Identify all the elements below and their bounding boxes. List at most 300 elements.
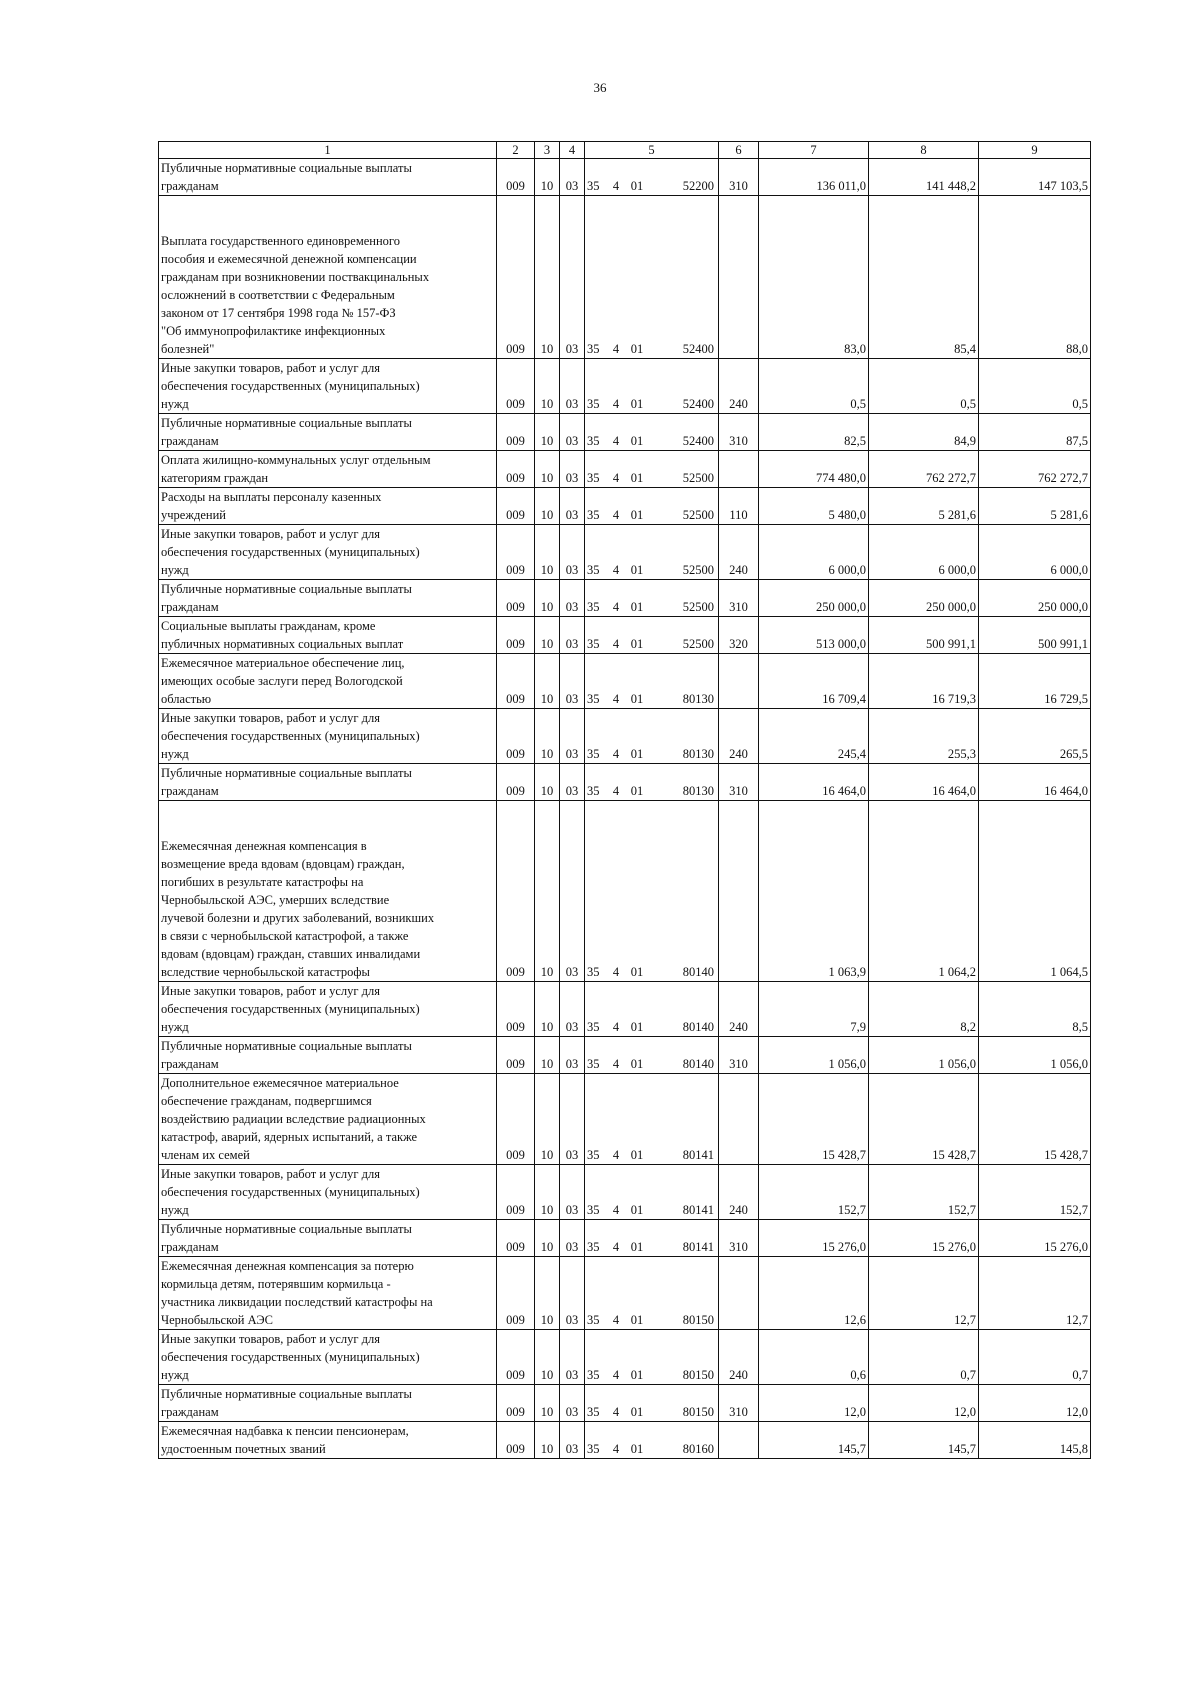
expense-type-code: 240 bbox=[719, 709, 759, 764]
target-article-part: 01 bbox=[630, 1020, 644, 1034]
ministry-code: 009 bbox=[497, 525, 535, 580]
amount-year-3: 15 276,0 bbox=[979, 1220, 1091, 1257]
ministry-code: 009 bbox=[497, 801, 535, 982]
expense-type-code bbox=[719, 654, 759, 709]
target-article-part: 4 bbox=[612, 342, 620, 356]
target-article-part: 01 bbox=[630, 179, 644, 193]
table-header-row bbox=[159, 142, 1091, 159]
amount-year-1: 513 000,0 bbox=[759, 617, 869, 654]
table-row bbox=[159, 801, 1091, 982]
target-article-part: 01 bbox=[630, 692, 644, 706]
table-row bbox=[159, 488, 1091, 525]
target-article-code bbox=[585, 1330, 719, 1385]
ministry-code: 009 bbox=[497, 451, 535, 488]
amount-year-3: 1 056,0 bbox=[979, 1037, 1091, 1074]
expense-description: Ежемесячная денежная компенсация в возмещение вреда вдовам (вдовцам) граждан, погибших в результате катастрофы на Чернобыльской АЭС, умерших вследствие лучевой болезни и других заболеваний, возникших в связи с чернобыльской катастрофой, а также вдовам (вдовцам) граждан, ставших инвалидами вследствие чернобыльской катастрофы bbox=[159, 801, 497, 982]
target-article-part: 80141 bbox=[682, 1203, 714, 1217]
expense-type-code: 110 bbox=[719, 488, 759, 525]
expense-type-code: 310 bbox=[719, 159, 759, 196]
target-article-part: 01 bbox=[630, 747, 644, 761]
target-article-code bbox=[585, 159, 719, 196]
expense-description: Расходы на выплаты персоналу казенных учреждений bbox=[159, 488, 497, 525]
section-code: 10 bbox=[535, 1257, 560, 1330]
amount-year-3: 1 064,5 bbox=[979, 801, 1091, 982]
section-code: 10 bbox=[535, 451, 560, 488]
target-article-part: 35 bbox=[587, 179, 600, 193]
amount-year-1: 15 428,7 bbox=[759, 1074, 869, 1165]
expense-description: Оплата жилищно-коммунальных услуг отдельным категориям граждан bbox=[159, 451, 497, 488]
target-article-part: 80130 bbox=[682, 747, 714, 761]
expense-type-code bbox=[719, 1422, 759, 1459]
target-article-part: 35 bbox=[587, 1148, 600, 1162]
amount-year-1: 0,6 bbox=[759, 1330, 869, 1385]
target-article-part: 01 bbox=[630, 471, 644, 485]
amount-year-2: 12,7 bbox=[869, 1257, 979, 1330]
subsection-code: 03 bbox=[560, 159, 585, 196]
target-article-part: 4 bbox=[612, 508, 620, 522]
amount-year-2: 762 272,7 bbox=[869, 451, 979, 488]
target-article-code bbox=[585, 1257, 719, 1330]
target-article-part: 52400 bbox=[682, 342, 714, 356]
amount-year-1: 7,9 bbox=[759, 982, 869, 1037]
table-row bbox=[159, 1422, 1091, 1459]
subsection-code: 03 bbox=[560, 1165, 585, 1220]
amount-year-3: 5 281,6 bbox=[979, 488, 1091, 525]
column-header: 4 bbox=[560, 142, 585, 159]
target-article-part: 35 bbox=[587, 342, 600, 356]
expense-type-code: 310 bbox=[719, 1037, 759, 1074]
section-code: 10 bbox=[535, 1165, 560, 1220]
expense-description: Дополнительное ежемесячное материальное обеспечение гражданам, подвергшимся воздействию радиации вследствие радиационных катастроф, аварий, ядерных испытаний, а также членам их семей bbox=[159, 1074, 497, 1165]
expense-description: Социальные выплаты гражданам, кроме публичных нормативных социальных выплат bbox=[159, 617, 497, 654]
expense-type-code: 240 bbox=[719, 1165, 759, 1220]
amount-year-2: 15 428,7 bbox=[869, 1074, 979, 1165]
column-header: 7 bbox=[759, 142, 869, 159]
ministry-code: 009 bbox=[497, 709, 535, 764]
target-article-part: 01 bbox=[630, 784, 644, 798]
section-code: 10 bbox=[535, 1037, 560, 1074]
subsection-code: 03 bbox=[560, 1422, 585, 1459]
subsection-code: 03 bbox=[560, 709, 585, 764]
target-article-code bbox=[585, 451, 719, 488]
section-code: 10 bbox=[535, 414, 560, 451]
subsection-code: 03 bbox=[560, 617, 585, 654]
target-article-part: 35 bbox=[587, 471, 600, 485]
expense-type-code: 240 bbox=[719, 359, 759, 414]
target-article-part: 35 bbox=[587, 747, 600, 761]
expense-description: Иные закупки товаров, работ и услуг для обеспечения государственных (муниципальных) нужд bbox=[159, 1330, 497, 1385]
amount-year-2: 85,4 bbox=[869, 196, 979, 359]
target-article-part: 35 bbox=[587, 600, 600, 614]
subsection-code: 03 bbox=[560, 196, 585, 359]
expense-type-code: 320 bbox=[719, 617, 759, 654]
table-row bbox=[159, 1165, 1091, 1220]
expense-type-code bbox=[719, 451, 759, 488]
amount-year-2: 141 448,2 bbox=[869, 159, 979, 196]
amount-year-3: 16 464,0 bbox=[979, 764, 1091, 801]
target-article-part: 01 bbox=[630, 397, 644, 411]
target-article-part: 4 bbox=[612, 1057, 620, 1071]
ministry-code: 009 bbox=[497, 488, 535, 525]
target-article-code bbox=[585, 617, 719, 654]
target-article-part: 80140 bbox=[682, 1020, 714, 1034]
target-article-part: 4 bbox=[612, 600, 620, 614]
section-code: 10 bbox=[535, 764, 560, 801]
target-article-part: 35 bbox=[587, 563, 600, 577]
target-article-part: 80141 bbox=[682, 1240, 714, 1254]
ministry-code: 009 bbox=[497, 764, 535, 801]
amount-year-3: 500 991,1 bbox=[979, 617, 1091, 654]
amount-year-3: 12,0 bbox=[979, 1385, 1091, 1422]
ministry-code: 009 bbox=[497, 617, 535, 654]
section-code: 10 bbox=[535, 801, 560, 982]
table-row bbox=[159, 1257, 1091, 1330]
expense-description: Выплата государственного единовременного пособия и ежемесячной денежной компенсации гражданам при возникновении поствакцинальных осложнений в соответствии с Федеральным законом от 17 сентября 1998 года № 157-ФЗ "Об иммунопрофилактике инфекционных болезней" bbox=[159, 196, 497, 359]
amount-year-3: 88,0 bbox=[979, 196, 1091, 359]
target-article-part: 80141 bbox=[682, 1148, 714, 1162]
amount-year-2: 152,7 bbox=[869, 1165, 979, 1220]
amount-year-3: 12,7 bbox=[979, 1257, 1091, 1330]
expense-type-code: 310 bbox=[719, 1220, 759, 1257]
section-code: 10 bbox=[535, 196, 560, 359]
amount-year-1: 1 056,0 bbox=[759, 1037, 869, 1074]
section-code: 10 bbox=[535, 359, 560, 414]
column-header: 3 bbox=[535, 142, 560, 159]
target-article-part: 01 bbox=[630, 1240, 644, 1254]
expense-description: Ежемесячная надбавка к пенсии пенсионерам, удостоенным почетных званий bbox=[159, 1422, 497, 1459]
amount-year-3: 762 272,7 bbox=[979, 451, 1091, 488]
target-article-part: 01 bbox=[630, 1148, 644, 1162]
target-article-part: 80150 bbox=[682, 1368, 714, 1382]
expense-description: Публичные нормативные социальные выплаты гражданам bbox=[159, 1385, 497, 1422]
target-article-part: 80160 bbox=[682, 1442, 714, 1456]
amount-year-1: 152,7 bbox=[759, 1165, 869, 1220]
expense-type-code: 240 bbox=[719, 982, 759, 1037]
table-row bbox=[159, 159, 1091, 196]
target-article-code bbox=[585, 1422, 719, 1459]
table-row bbox=[159, 414, 1091, 451]
section-code: 10 bbox=[535, 1422, 560, 1459]
ministry-code: 009 bbox=[497, 1257, 535, 1330]
target-article-part: 35 bbox=[587, 637, 600, 651]
target-article-part: 4 bbox=[612, 179, 620, 193]
column-header: 9 bbox=[979, 142, 1091, 159]
amount-year-3: 0,5 bbox=[979, 359, 1091, 414]
amount-year-1: 145,7 bbox=[759, 1422, 869, 1459]
target-article-code bbox=[585, 764, 719, 801]
target-article-part: 35 bbox=[587, 1368, 600, 1382]
target-article-code bbox=[585, 709, 719, 764]
amount-year-3: 145,8 bbox=[979, 1422, 1091, 1459]
table-row bbox=[159, 1074, 1091, 1165]
section-code: 10 bbox=[535, 709, 560, 764]
target-article-part: 01 bbox=[630, 600, 644, 614]
budget-table bbox=[158, 141, 1091, 1459]
section-code: 10 bbox=[535, 982, 560, 1037]
target-article-part: 4 bbox=[612, 1148, 620, 1162]
expense-type-code bbox=[719, 1257, 759, 1330]
amount-year-3: 147 103,5 bbox=[979, 159, 1091, 196]
amount-year-3: 6 000,0 bbox=[979, 525, 1091, 580]
column-header: 6 bbox=[719, 142, 759, 159]
target-article-code bbox=[585, 580, 719, 617]
target-article-part: 52500 bbox=[682, 637, 714, 651]
target-article-part: 4 bbox=[612, 1442, 620, 1456]
amount-year-1: 136 011,0 bbox=[759, 159, 869, 196]
table-row bbox=[159, 359, 1091, 414]
expense-description: Публичные нормативные социальные выплаты гражданам bbox=[159, 1220, 497, 1257]
expense-type-code: 240 bbox=[719, 525, 759, 580]
subsection-code: 03 bbox=[560, 1330, 585, 1385]
subsection-code: 03 bbox=[560, 580, 585, 617]
expense-description: Публичные нормативные социальные выплаты гражданам bbox=[159, 1037, 497, 1074]
target-article-part: 35 bbox=[587, 1020, 600, 1034]
ministry-code: 009 bbox=[497, 982, 535, 1037]
target-article-code bbox=[585, 359, 719, 414]
target-article-part: 52400 bbox=[682, 434, 714, 448]
target-article-part: 35 bbox=[587, 692, 600, 706]
amount-year-3: 152,7 bbox=[979, 1165, 1091, 1220]
amount-year-2: 0,5 bbox=[869, 359, 979, 414]
expense-type-code: 310 bbox=[719, 1385, 759, 1422]
amount-year-1: 16 464,0 bbox=[759, 764, 869, 801]
table-row bbox=[159, 1330, 1091, 1385]
target-article-part: 4 bbox=[612, 1405, 620, 1419]
target-article-code bbox=[585, 654, 719, 709]
amount-year-2: 12,0 bbox=[869, 1385, 979, 1422]
amount-year-3: 265,5 bbox=[979, 709, 1091, 764]
expense-description: Ежемесячное материальное обеспечение лиц, имеющих особые заслуги перед Вологодской областью bbox=[159, 654, 497, 709]
target-article-part: 4 bbox=[612, 1368, 620, 1382]
section-code: 10 bbox=[535, 1385, 560, 1422]
expense-description: Иные закупки товаров, работ и услуг для обеспечения государственных (муниципальных) нужд bbox=[159, 359, 497, 414]
target-article-part: 35 bbox=[587, 1313, 600, 1327]
expense-description: Иные закупки товаров, работ и услуг для обеспечения государственных (муниципальных) нужд bbox=[159, 525, 497, 580]
section-code: 10 bbox=[535, 654, 560, 709]
amount-year-1: 5 480,0 bbox=[759, 488, 869, 525]
target-article-part: 35 bbox=[587, 434, 600, 448]
subsection-code: 03 bbox=[560, 982, 585, 1037]
target-article-part: 4 bbox=[612, 434, 620, 448]
target-article-part: 01 bbox=[630, 1203, 644, 1217]
subsection-code: 03 bbox=[560, 488, 585, 525]
table-row bbox=[159, 764, 1091, 801]
table-row bbox=[159, 654, 1091, 709]
table-row bbox=[159, 1220, 1091, 1257]
expense-description: Публичные нормативные социальные выплаты гражданам bbox=[159, 414, 497, 451]
target-article-code bbox=[585, 1385, 719, 1422]
target-article-code bbox=[585, 525, 719, 580]
target-article-part: 35 bbox=[587, 784, 600, 798]
amount-year-2: 500 991,1 bbox=[869, 617, 979, 654]
amount-year-1: 16 709,4 bbox=[759, 654, 869, 709]
ministry-code: 009 bbox=[497, 1037, 535, 1074]
ministry-code: 009 bbox=[497, 1165, 535, 1220]
target-article-part: 01 bbox=[630, 563, 644, 577]
subsection-code: 03 bbox=[560, 1257, 585, 1330]
ministry-code: 009 bbox=[497, 159, 535, 196]
expense-description: Публичные нормативные социальные выплаты гражданам bbox=[159, 580, 497, 617]
table-row bbox=[159, 1385, 1091, 1422]
ministry-code: 009 bbox=[497, 1385, 535, 1422]
expense-type-code bbox=[719, 1074, 759, 1165]
target-article-part: 01 bbox=[630, 965, 644, 979]
table-row bbox=[159, 1037, 1091, 1074]
amount-year-2: 250 000,0 bbox=[869, 580, 979, 617]
target-article-part: 35 bbox=[587, 508, 600, 522]
expense-description: Иные закупки товаров, работ и услуг для обеспечения государственных (муниципальных) нужд bbox=[159, 709, 497, 764]
expense-type-code: 310 bbox=[719, 580, 759, 617]
amount-year-2: 145,7 bbox=[869, 1422, 979, 1459]
section-code: 10 bbox=[535, 1330, 560, 1385]
subsection-code: 03 bbox=[560, 1037, 585, 1074]
amount-year-1: 1 063,9 bbox=[759, 801, 869, 982]
target-article-part: 01 bbox=[630, 508, 644, 522]
target-article-part: 80130 bbox=[682, 692, 714, 706]
target-article-part: 01 bbox=[630, 1057, 644, 1071]
amount-year-2: 1 056,0 bbox=[869, 1037, 979, 1074]
expense-description: Публичные нормативные социальные выплаты гражданам bbox=[159, 159, 497, 196]
amount-year-3: 16 729,5 bbox=[979, 654, 1091, 709]
target-article-code bbox=[585, 196, 719, 359]
ministry-code: 009 bbox=[497, 414, 535, 451]
subsection-code: 03 bbox=[560, 1074, 585, 1165]
subsection-code: 03 bbox=[560, 1385, 585, 1422]
section-code: 10 bbox=[535, 1074, 560, 1165]
table-row bbox=[159, 982, 1091, 1037]
amount-year-3: 250 000,0 bbox=[979, 580, 1091, 617]
target-article-part: 52500 bbox=[682, 508, 714, 522]
section-code: 10 bbox=[535, 525, 560, 580]
amount-year-1: 774 480,0 bbox=[759, 451, 869, 488]
amount-year-1: 250 000,0 bbox=[759, 580, 869, 617]
amount-year-1: 82,5 bbox=[759, 414, 869, 451]
amount-year-1: 15 276,0 bbox=[759, 1220, 869, 1257]
expense-description: Иные закупки товаров, работ и услуг для обеспечения государственных (муниципальных) нужд bbox=[159, 1165, 497, 1220]
amount-year-2: 1 064,2 bbox=[869, 801, 979, 982]
target-article-part: 35 bbox=[587, 965, 600, 979]
amount-year-3: 87,5 bbox=[979, 414, 1091, 451]
target-article-code bbox=[585, 488, 719, 525]
amount-year-1: 0,5 bbox=[759, 359, 869, 414]
target-article-part: 4 bbox=[612, 965, 620, 979]
table-row bbox=[159, 580, 1091, 617]
target-article-part: 52500 bbox=[682, 563, 714, 577]
ministry-code: 009 bbox=[497, 1422, 535, 1459]
expense-description: Ежемесячная денежная компенсация за потерю кормильца детям, потерявшим кормильца - участника ликвидации последствий катастрофы на Чернобыльской АЭС bbox=[159, 1257, 497, 1330]
target-article-part: 01 bbox=[630, 1405, 644, 1419]
amount-year-1: 6 000,0 bbox=[759, 525, 869, 580]
target-article-part: 35 bbox=[587, 397, 600, 411]
target-article-part: 35 bbox=[587, 1203, 600, 1217]
ministry-code: 009 bbox=[497, 1330, 535, 1385]
subsection-code: 03 bbox=[560, 801, 585, 982]
ministry-code: 009 bbox=[497, 1074, 535, 1165]
expense-type-code: 240 bbox=[719, 1330, 759, 1385]
section-code: 10 bbox=[535, 488, 560, 525]
amount-year-2: 16 464,0 bbox=[869, 764, 979, 801]
amount-year-2: 0,7 bbox=[869, 1330, 979, 1385]
target-article-code bbox=[585, 801, 719, 982]
subsection-code: 03 bbox=[560, 414, 585, 451]
ministry-code: 009 bbox=[497, 654, 535, 709]
amount-year-3: 8,5 bbox=[979, 982, 1091, 1037]
target-article-part: 4 bbox=[612, 471, 620, 485]
column-header: 1 bbox=[159, 142, 497, 159]
column-header: 5 bbox=[585, 142, 719, 159]
subsection-code: 03 bbox=[560, 654, 585, 709]
subsection-code: 03 bbox=[560, 764, 585, 801]
amount-year-2: 84,9 bbox=[869, 414, 979, 451]
target-article-part: 01 bbox=[630, 637, 644, 651]
target-article-part: 4 bbox=[612, 1203, 620, 1217]
target-article-code bbox=[585, 1074, 719, 1165]
target-article-part: 4 bbox=[612, 692, 620, 706]
target-article-code bbox=[585, 1037, 719, 1074]
target-article-part: 52200 bbox=[682, 179, 714, 193]
expense-type-code: 310 bbox=[719, 764, 759, 801]
expense-type-code bbox=[719, 196, 759, 359]
amount-year-2: 6 000,0 bbox=[869, 525, 979, 580]
target-article-part: 80140 bbox=[682, 965, 714, 979]
ministry-code: 009 bbox=[497, 196, 535, 359]
target-article-code bbox=[585, 1220, 719, 1257]
table-row bbox=[159, 617, 1091, 654]
target-article-part: 4 bbox=[612, 1240, 620, 1254]
target-article-part: 4 bbox=[612, 1020, 620, 1034]
section-code: 10 bbox=[535, 1220, 560, 1257]
column-header: 8 bbox=[869, 142, 979, 159]
amount-year-1: 245,4 bbox=[759, 709, 869, 764]
target-article-part: 80150 bbox=[682, 1313, 714, 1327]
page-number: 36 bbox=[593, 80, 607, 95]
target-article-part: 4 bbox=[612, 1313, 620, 1327]
table-row bbox=[159, 196, 1091, 359]
section-code: 10 bbox=[535, 159, 560, 196]
target-article-part: 52500 bbox=[682, 471, 714, 485]
amount-year-2: 16 719,3 bbox=[869, 654, 979, 709]
ministry-code: 009 bbox=[497, 359, 535, 414]
amount-year-1: 12,6 bbox=[759, 1257, 869, 1330]
target-article-part: 4 bbox=[612, 784, 620, 798]
target-article-part: 01 bbox=[630, 1368, 644, 1382]
section-code: 10 bbox=[535, 617, 560, 654]
column-header: 2 bbox=[497, 142, 535, 159]
table-body bbox=[159, 159, 1091, 1459]
target-article-part: 80130 bbox=[682, 784, 714, 798]
target-article-part: 01 bbox=[630, 1313, 644, 1327]
target-article-part: 35 bbox=[587, 1057, 600, 1071]
target-article-part: 4 bbox=[612, 397, 620, 411]
expense-description: Иные закупки товаров, работ и услуг для обеспечения государственных (муниципальных) нужд bbox=[159, 982, 497, 1037]
amount-year-3: 0,7 bbox=[979, 1330, 1091, 1385]
target-article-part: 01 bbox=[630, 434, 644, 448]
target-article-part: 80140 bbox=[682, 1057, 714, 1071]
target-article-code bbox=[585, 414, 719, 451]
target-article-part: 4 bbox=[612, 747, 620, 761]
target-article-part: 4 bbox=[612, 563, 620, 577]
amount-year-3: 15 428,7 bbox=[979, 1074, 1091, 1165]
table-row bbox=[159, 525, 1091, 580]
target-article-code bbox=[585, 1165, 719, 1220]
amount-year-2: 5 281,6 bbox=[869, 488, 979, 525]
target-article-part: 01 bbox=[630, 342, 644, 356]
expense-description: Публичные нормативные социальные выплаты гражданам bbox=[159, 764, 497, 801]
amount-year-1: 83,0 bbox=[759, 196, 869, 359]
target-article-part: 35 bbox=[587, 1442, 600, 1456]
target-article-part: 01 bbox=[630, 1442, 644, 1456]
subsection-code: 03 bbox=[560, 359, 585, 414]
